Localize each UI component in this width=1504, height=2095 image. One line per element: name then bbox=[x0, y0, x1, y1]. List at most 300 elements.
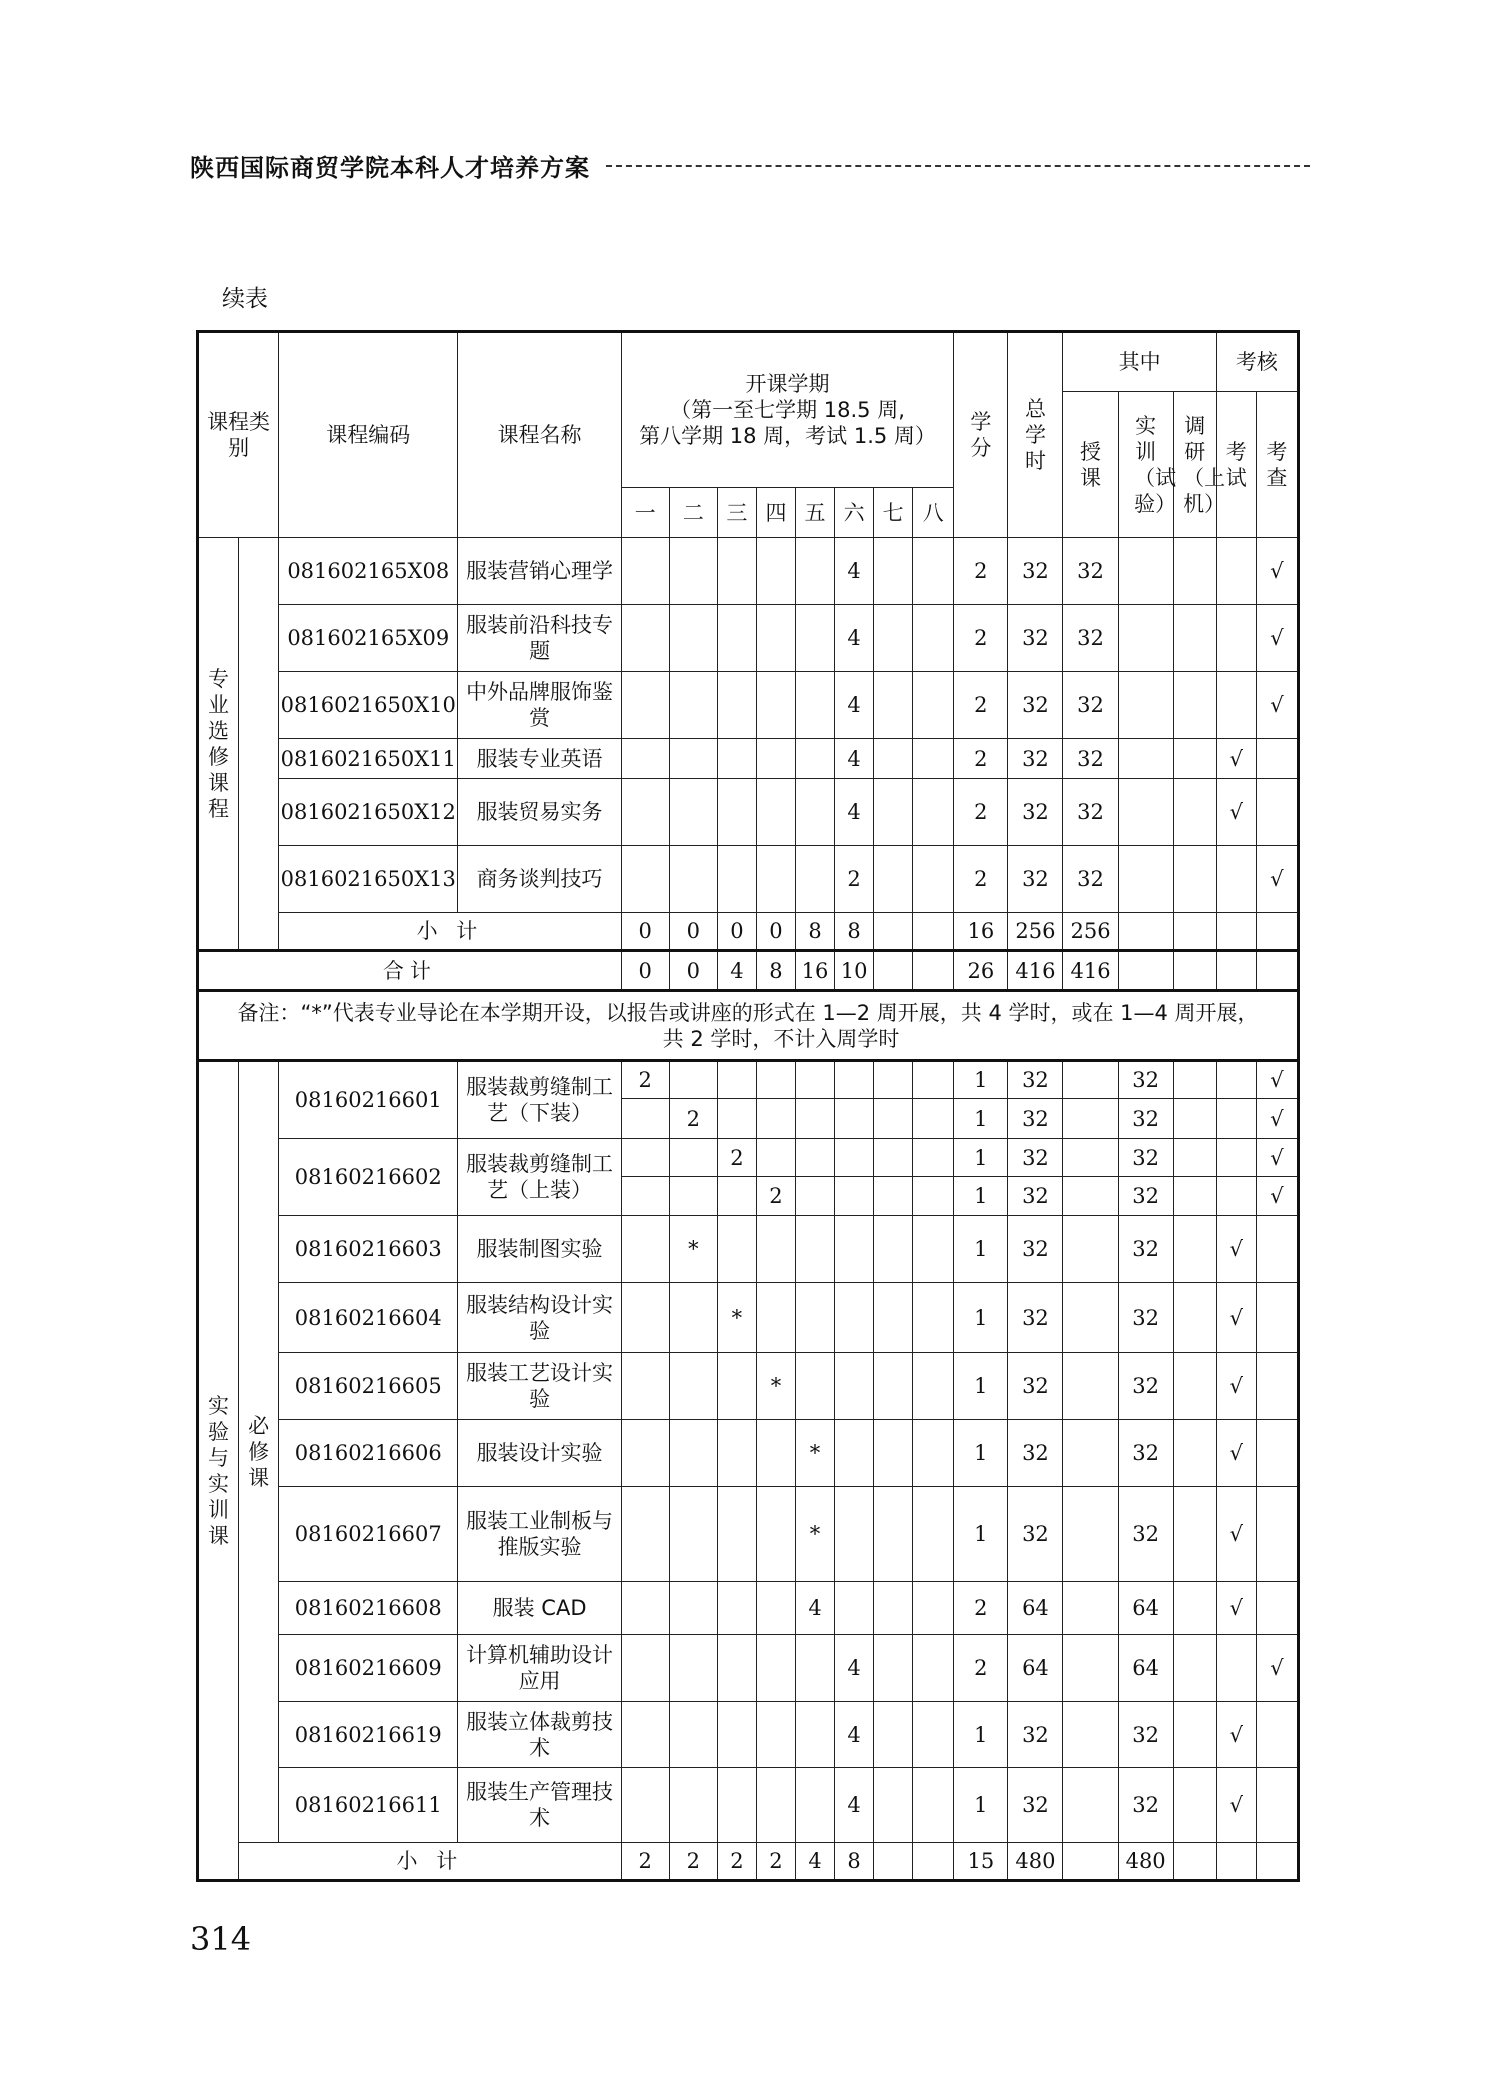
semester-hours-cell bbox=[913, 1099, 954, 1139]
semester-hours-cell bbox=[835, 1420, 874, 1487]
semester-hours-cell: 8 bbox=[835, 1843, 874, 1881]
semester-note: 第八学期 18 周，考试 1.5 周） bbox=[639, 424, 936, 448]
semester-hours-cell bbox=[621, 1420, 669, 1487]
exam-mark-cell: √ bbox=[1216, 1420, 1256, 1487]
check-mark-cell: √ bbox=[1256, 538, 1298, 605]
total-hours-cell: 32 bbox=[1008, 672, 1063, 739]
total-hours-cell: 32 bbox=[1008, 1768, 1063, 1843]
exam-mark-cell: √ bbox=[1216, 1283, 1256, 1353]
check-mark-cell bbox=[1256, 779, 1298, 846]
lecture-hours-cell bbox=[1063, 1353, 1118, 1420]
semester-hours-cell: 2 bbox=[835, 846, 874, 913]
practice-hours-cell: 32 bbox=[1118, 1139, 1173, 1177]
page-number: 314 bbox=[190, 1920, 252, 1958]
semester-hours-cell bbox=[913, 1702, 954, 1768]
credit-cell: 2 bbox=[954, 538, 1008, 605]
semester-hours-cell: 2 bbox=[621, 1061, 669, 1099]
practice-hours-cell: 32 bbox=[1118, 1061, 1173, 1099]
semester-hours-cell: 2 bbox=[621, 1843, 669, 1881]
lecture-hours-cell: 32 bbox=[1063, 538, 1118, 605]
practice-hours-cell bbox=[1118, 672, 1173, 739]
semester-label: 四 bbox=[756, 488, 795, 538]
table-row bbox=[198, 1420, 1299, 1487]
research-hours-cell bbox=[1173, 951, 1216, 991]
research-hours-cell bbox=[1173, 1702, 1216, 1768]
credit-cell: 2 bbox=[954, 779, 1008, 846]
semester-hours-cell bbox=[669, 605, 717, 672]
semester-hours-cell: 4 bbox=[795, 1582, 834, 1635]
table-row bbox=[198, 538, 1299, 605]
total-hours-cell: 32 bbox=[1008, 1702, 1063, 1768]
semester-hours-cell bbox=[795, 538, 834, 605]
semester-hours-cell bbox=[874, 1635, 913, 1702]
semester-hours-cell: 2 bbox=[717, 1843, 756, 1881]
semester-hours-cell: 0 bbox=[717, 913, 756, 951]
subcategory-required bbox=[239, 1061, 279, 1843]
semester-hours-cell bbox=[669, 1139, 717, 1177]
semester-hours-cell bbox=[874, 1420, 913, 1487]
exam-mark-cell bbox=[1216, 1843, 1256, 1881]
semester-hours-cell bbox=[874, 1702, 913, 1768]
semester-hours-cell bbox=[717, 1353, 756, 1420]
semester-hours-cell bbox=[795, 1635, 834, 1702]
semester-hours-cell bbox=[669, 1420, 717, 1487]
table-row bbox=[198, 1283, 1299, 1353]
credit-cell: 2 bbox=[954, 1582, 1008, 1635]
exam-mark-cell bbox=[1216, 1099, 1256, 1139]
total-hours-cell: 64 bbox=[1008, 1582, 1063, 1635]
check-mark-cell: √ bbox=[1256, 1061, 1298, 1099]
lecture-hours-cell: 32 bbox=[1063, 846, 1118, 913]
check-mark-cell bbox=[1256, 1843, 1298, 1881]
semester-hours-cell bbox=[795, 1061, 834, 1099]
semester-hours-cell: 4 bbox=[835, 1635, 874, 1702]
research-hours-cell bbox=[1173, 1139, 1216, 1177]
semester-hours-cell bbox=[913, 1843, 954, 1881]
semester-hours-cell bbox=[621, 1099, 669, 1139]
semester-hours-cell: 4 bbox=[795, 1843, 834, 1881]
practice-hours-cell bbox=[1118, 605, 1173, 672]
table-row bbox=[198, 739, 1299, 779]
check-mark-cell bbox=[1256, 739, 1298, 779]
course-name: 计算机辅助设计应用 bbox=[458, 1635, 621, 1702]
total-hours-cell: 32 bbox=[1008, 739, 1063, 779]
course-code: 08160216606 bbox=[279, 1420, 458, 1487]
semester-hours-cell: 4 bbox=[835, 538, 874, 605]
semester-hours-cell bbox=[913, 913, 954, 951]
practice-hours-cell: 32 bbox=[1118, 1487, 1173, 1582]
check-mark-cell bbox=[1256, 951, 1298, 991]
semester-hours-cell bbox=[913, 538, 954, 605]
semester-hours-cell bbox=[669, 672, 717, 739]
semester-hours-cell: 8 bbox=[756, 951, 795, 991]
semester-hours-cell bbox=[717, 1487, 756, 1582]
semester-hours-cell: 0 bbox=[621, 951, 669, 991]
total-hours-cell: 32 bbox=[1008, 1177, 1063, 1216]
semester-hours-cell bbox=[717, 779, 756, 846]
exam-mark-cell: √ bbox=[1216, 1353, 1256, 1420]
semester-hours-cell bbox=[669, 1582, 717, 1635]
subtotal-label: 小 计 bbox=[239, 1843, 622, 1881]
lecture-hours-cell bbox=[1063, 1487, 1118, 1582]
credit-cell: 15 bbox=[954, 1843, 1008, 1881]
total-hours-cell: 32 bbox=[1008, 538, 1063, 605]
credit-cell: 1 bbox=[954, 1061, 1008, 1099]
semester-label: 七 bbox=[874, 488, 913, 538]
credit-cell: 1 bbox=[954, 1420, 1008, 1487]
course-name: 中外品牌服饰鉴赏 bbox=[458, 672, 621, 739]
vertical-text: 专业选修课程 bbox=[208, 666, 230, 821]
category-practical bbox=[198, 1061, 239, 1881]
semester-hours-cell: 4 bbox=[835, 1702, 874, 1768]
semester-hours-cell bbox=[913, 1487, 954, 1582]
semester-hours-cell: 4 bbox=[835, 739, 874, 779]
semester-hours-cell bbox=[835, 1099, 874, 1139]
course-code: 0816021650X12 bbox=[279, 779, 458, 846]
semester-hours-cell: 4 bbox=[835, 779, 874, 846]
credit-cell: 16 bbox=[954, 913, 1008, 951]
vertical-text: 学分 bbox=[970, 410, 992, 460]
semester-hours-cell bbox=[874, 846, 913, 913]
total-hours-cell: 32 bbox=[1008, 1420, 1063, 1487]
semester-hours-cell bbox=[874, 538, 913, 605]
lecture-hours-cell: 32 bbox=[1063, 779, 1118, 846]
header-practice bbox=[1118, 392, 1177, 538]
semester-hours-cell: 8 bbox=[835, 913, 874, 951]
semester-hours-cell: 2 bbox=[669, 1843, 717, 1881]
header-credit bbox=[954, 332, 1008, 538]
semester-hours-cell bbox=[621, 1177, 669, 1216]
semester-hours-cell bbox=[874, 913, 913, 951]
exam-mark-cell bbox=[1216, 846, 1256, 913]
course-name: 服装营销心理学 bbox=[458, 538, 621, 605]
semester-hours-cell bbox=[874, 605, 913, 672]
semester-hours-cell bbox=[913, 1353, 954, 1420]
research-hours-cell bbox=[1173, 779, 1216, 846]
semester-hours-cell bbox=[874, 1283, 913, 1353]
semester-hours-cell bbox=[717, 739, 756, 779]
semester-hours-cell bbox=[913, 1420, 954, 1487]
check-mark-cell: √ bbox=[1256, 605, 1298, 672]
course-code: 0816021650X13 bbox=[279, 846, 458, 913]
semester-hours-cell bbox=[913, 951, 954, 991]
research-hours-cell bbox=[1173, 1487, 1216, 1582]
lecture-hours-cell: 256 bbox=[1063, 913, 1118, 951]
check-mark-cell bbox=[1256, 1487, 1298, 1582]
table-row bbox=[198, 1061, 1299, 1099]
semester-hours-cell bbox=[621, 1216, 669, 1283]
subcategory-cell bbox=[239, 538, 279, 951]
course-name: 服装设计实验 bbox=[458, 1420, 621, 1487]
semester-hours-cell: 4 bbox=[835, 1768, 874, 1843]
course-table bbox=[196, 330, 1300, 1882]
semester-hours-cell bbox=[874, 672, 913, 739]
table-row bbox=[198, 1582, 1299, 1635]
semester-hours-cell bbox=[874, 779, 913, 846]
header-lecture bbox=[1063, 392, 1118, 538]
category-elective bbox=[198, 538, 239, 951]
semester-hours-cell: * bbox=[669, 1216, 717, 1283]
semester-hours-cell bbox=[874, 1582, 913, 1635]
semester-hours-cell: 10 bbox=[835, 951, 874, 991]
total-hours-cell: 32 bbox=[1008, 1216, 1063, 1283]
semester-label: 一 bbox=[621, 488, 669, 538]
semester-hours-cell bbox=[756, 1099, 795, 1139]
semester-hours-cell: * bbox=[795, 1420, 834, 1487]
credit-cell: 1 bbox=[954, 1139, 1008, 1177]
lecture-hours-cell: 416 bbox=[1063, 951, 1118, 991]
semester-hours-cell: 0 bbox=[621, 913, 669, 951]
semester-hours-cell bbox=[717, 1061, 756, 1099]
semester-hours-cell bbox=[756, 846, 795, 913]
research-hours-cell bbox=[1173, 1768, 1216, 1843]
table-row bbox=[198, 1702, 1299, 1768]
credit-cell: 2 bbox=[954, 605, 1008, 672]
semester-hours-cell bbox=[717, 1582, 756, 1635]
total-hours-cell: 416 bbox=[1008, 951, 1063, 991]
semester-hours-cell bbox=[717, 672, 756, 739]
course-code: 08160216607 bbox=[279, 1487, 458, 1582]
practice-hours-cell: 64 bbox=[1118, 1582, 1173, 1635]
header-assessment: 考核 bbox=[1216, 332, 1298, 392]
practice-hours-cell: 32 bbox=[1118, 1177, 1173, 1216]
semester-hours-cell bbox=[795, 1702, 834, 1768]
lecture-hours-cell bbox=[1063, 1843, 1118, 1881]
semester-hours-cell bbox=[621, 739, 669, 779]
practice-hours-cell: 480 bbox=[1118, 1843, 1173, 1881]
total-label: 合计 bbox=[198, 951, 622, 991]
practice-hours-cell: 32 bbox=[1118, 1099, 1173, 1139]
header-semester bbox=[621, 332, 954, 488]
semester-hours-cell bbox=[669, 1487, 717, 1582]
credit-cell: 2 bbox=[954, 846, 1008, 913]
semester-label: 二 bbox=[669, 488, 717, 538]
semester-hours-cell bbox=[717, 1099, 756, 1139]
research-hours-cell bbox=[1173, 1061, 1216, 1099]
semester-hours-cell bbox=[913, 1061, 954, 1099]
semester-hours-cell bbox=[795, 779, 834, 846]
semester-hours-cell bbox=[717, 1768, 756, 1843]
lecture-hours-cell bbox=[1063, 1216, 1118, 1283]
semester-hours-cell bbox=[621, 1768, 669, 1843]
credit-cell: 2 bbox=[954, 739, 1008, 779]
semester-hours-cell bbox=[669, 846, 717, 913]
semester-hours-cell bbox=[717, 1216, 756, 1283]
semester-hours-cell bbox=[717, 538, 756, 605]
check-mark-cell: √ bbox=[1256, 1099, 1298, 1139]
check-mark-cell: √ bbox=[1256, 846, 1298, 913]
research-hours-cell bbox=[1173, 1420, 1216, 1487]
semester-hours-cell: 2 bbox=[756, 1843, 795, 1881]
practice-hours-cell: 64 bbox=[1118, 1635, 1173, 1702]
semester-hours-cell bbox=[913, 1582, 954, 1635]
research-hours-cell bbox=[1173, 538, 1216, 605]
semester-hours-cell: 0 bbox=[756, 913, 795, 951]
course-name: 服装工业制板与推版实验 bbox=[458, 1487, 621, 1582]
course-name: 服装裁剪缝制工艺（上装） bbox=[458, 1139, 621, 1216]
lecture-hours-cell bbox=[1063, 1702, 1118, 1768]
practice-hours-cell: 32 bbox=[1118, 1768, 1173, 1843]
document-title: 陕西国际商贸学院本科人才培养方案 bbox=[190, 153, 590, 182]
course-code: 08160216605 bbox=[279, 1353, 458, 1420]
semester-hours-cell bbox=[621, 1283, 669, 1353]
credit-cell: 1 bbox=[954, 1099, 1008, 1139]
table-row bbox=[198, 846, 1299, 913]
semester-hours-cell bbox=[874, 1353, 913, 1420]
table-row bbox=[198, 332, 1299, 392]
semester-hours-cell bbox=[621, 779, 669, 846]
semester-hours-cell bbox=[621, 672, 669, 739]
page-header bbox=[190, 148, 1310, 183]
header-total-hours bbox=[1008, 332, 1063, 538]
semester-hours-cell bbox=[835, 1216, 874, 1283]
semester-hours-cell bbox=[756, 1216, 795, 1283]
course-name: 商务谈判技巧 bbox=[458, 846, 621, 913]
semester-hours-cell bbox=[669, 779, 717, 846]
semester-hours-cell bbox=[835, 1139, 874, 1177]
semester-hours-cell bbox=[756, 1061, 795, 1099]
table-row bbox=[198, 779, 1299, 846]
continued-label: 续表 bbox=[222, 286, 268, 312]
exam-mark-cell: √ bbox=[1216, 1216, 1256, 1283]
semester-hours-cell bbox=[913, 672, 954, 739]
check-mark-cell: √ bbox=[1256, 672, 1298, 739]
semester-hours-cell bbox=[756, 1283, 795, 1353]
lecture-hours-cell: 32 bbox=[1063, 739, 1118, 779]
exam-mark-cell: √ bbox=[1216, 1487, 1256, 1582]
research-hours-cell bbox=[1173, 1177, 1216, 1216]
research-hours-cell bbox=[1173, 672, 1216, 739]
semester-hours-cell bbox=[621, 538, 669, 605]
credit-cell: 26 bbox=[954, 951, 1008, 991]
total-hours-cell: 32 bbox=[1008, 605, 1063, 672]
semester-hours-cell bbox=[756, 1768, 795, 1843]
exam-mark-cell bbox=[1216, 1061, 1256, 1099]
exam-mark-cell bbox=[1216, 951, 1256, 991]
semester-hours-cell bbox=[756, 1702, 795, 1768]
practice-hours-cell: 32 bbox=[1118, 1420, 1173, 1487]
exam-mark-cell: √ bbox=[1216, 779, 1256, 846]
exam-mark-cell: √ bbox=[1216, 1582, 1256, 1635]
total-hours-cell: 32 bbox=[1008, 1487, 1063, 1582]
check-mark-cell bbox=[1256, 1283, 1298, 1353]
semester-hours-cell bbox=[621, 1487, 669, 1582]
subtotal-label: 小 计 bbox=[279, 913, 622, 951]
exam-mark-cell bbox=[1216, 605, 1256, 672]
total-hours-cell: 32 bbox=[1008, 1283, 1063, 1353]
course-name: 服装前沿科技专题 bbox=[458, 605, 621, 672]
credit-cell: 1 bbox=[954, 1353, 1008, 1420]
semester-hours-cell bbox=[756, 1635, 795, 1702]
total-hours-cell: 256 bbox=[1008, 913, 1063, 951]
research-hours-cell bbox=[1173, 1635, 1216, 1702]
semester-hours-cell bbox=[795, 1283, 834, 1353]
semester-hours-cell bbox=[874, 1768, 913, 1843]
table-row bbox=[198, 951, 1299, 991]
semester-hours-cell bbox=[756, 538, 795, 605]
semester-hours-cell bbox=[913, 1768, 954, 1843]
vertical-text: 授课 bbox=[1080, 439, 1102, 490]
course-name: 服装结构设计实验 bbox=[458, 1283, 621, 1353]
course-code: 08160216601 bbox=[279, 1061, 458, 1139]
semester-hours-cell bbox=[717, 1177, 756, 1216]
credit-cell: 1 bbox=[954, 1702, 1008, 1768]
exam-mark-cell bbox=[1216, 913, 1256, 951]
total-hours-cell: 64 bbox=[1008, 1635, 1063, 1702]
course-name: 服装制图实验 bbox=[458, 1216, 621, 1283]
semester-title: 开课学期 bbox=[745, 372, 830, 396]
semester-hours-cell: * bbox=[756, 1353, 795, 1420]
table-row bbox=[198, 913, 1299, 951]
semester-hours-cell bbox=[913, 1177, 954, 1216]
semester-hours-cell: 2 bbox=[717, 1139, 756, 1177]
practice-hours-cell bbox=[1118, 951, 1173, 991]
semester-hours-cell bbox=[874, 1099, 913, 1139]
course-code: 08160216602 bbox=[279, 1139, 458, 1216]
semester-hours-cell: 4 bbox=[835, 605, 874, 672]
research-hours-cell bbox=[1173, 1216, 1216, 1283]
semester-hours-cell bbox=[795, 1139, 834, 1177]
lecture-hours-cell: 32 bbox=[1063, 605, 1118, 672]
semester-hours-cell bbox=[756, 605, 795, 672]
practice-hours-cell bbox=[1118, 739, 1173, 779]
practice-hours-cell bbox=[1118, 538, 1173, 605]
table-row bbox=[198, 672, 1299, 739]
course-code: 0816021650X10 bbox=[279, 672, 458, 739]
semester-hours-cell: 4 bbox=[835, 672, 874, 739]
course-code: 081602165X09 bbox=[279, 605, 458, 672]
exam-mark-cell bbox=[1216, 1139, 1256, 1177]
semester-label: 五 bbox=[795, 488, 834, 538]
semester-hours-cell bbox=[795, 1099, 834, 1139]
semester-hours-cell bbox=[756, 672, 795, 739]
check-mark-cell bbox=[1256, 913, 1298, 951]
semester-hours-cell bbox=[913, 1283, 954, 1353]
semester-hours-cell bbox=[756, 1420, 795, 1487]
semester-hours-cell bbox=[621, 605, 669, 672]
exam-mark-cell bbox=[1216, 1635, 1256, 1702]
semester-hours-cell bbox=[874, 1061, 913, 1099]
semester-hours-cell bbox=[874, 1177, 913, 1216]
table-row bbox=[198, 1139, 1299, 1177]
semester-label: 八 bbox=[913, 488, 954, 538]
header-research bbox=[1173, 392, 1226, 538]
table-row bbox=[198, 991, 1299, 1061]
semester-hours-cell bbox=[621, 1702, 669, 1768]
course-code: 0816021650X11 bbox=[279, 739, 458, 779]
semester-hours-cell: 4 bbox=[717, 951, 756, 991]
table-row bbox=[198, 1635, 1299, 1702]
exam-mark-cell bbox=[1216, 538, 1256, 605]
semester-hours-cell bbox=[669, 1283, 717, 1353]
table-row bbox=[198, 605, 1299, 672]
exam-mark-cell: √ bbox=[1216, 1768, 1256, 1843]
check-mark-cell bbox=[1256, 1582, 1298, 1635]
course-name: 服装生产管理技术 bbox=[458, 1768, 621, 1843]
note-prefix: 备注： bbox=[237, 1000, 301, 1025]
check-mark-cell bbox=[1256, 1768, 1298, 1843]
table-row bbox=[198, 1487, 1299, 1582]
check-mark-cell: √ bbox=[1256, 1139, 1298, 1177]
research-hours-cell bbox=[1173, 739, 1216, 779]
semester-hours-cell bbox=[874, 739, 913, 779]
practice-hours-cell bbox=[1118, 779, 1173, 846]
course-code: 08160216619 bbox=[279, 1702, 458, 1768]
semester-hours-cell bbox=[717, 605, 756, 672]
semester-label: 三 bbox=[717, 488, 756, 538]
course-code: 08160216611 bbox=[279, 1768, 458, 1843]
note-line: 共 2 学时，不计入周学时 bbox=[662, 1026, 900, 1051]
